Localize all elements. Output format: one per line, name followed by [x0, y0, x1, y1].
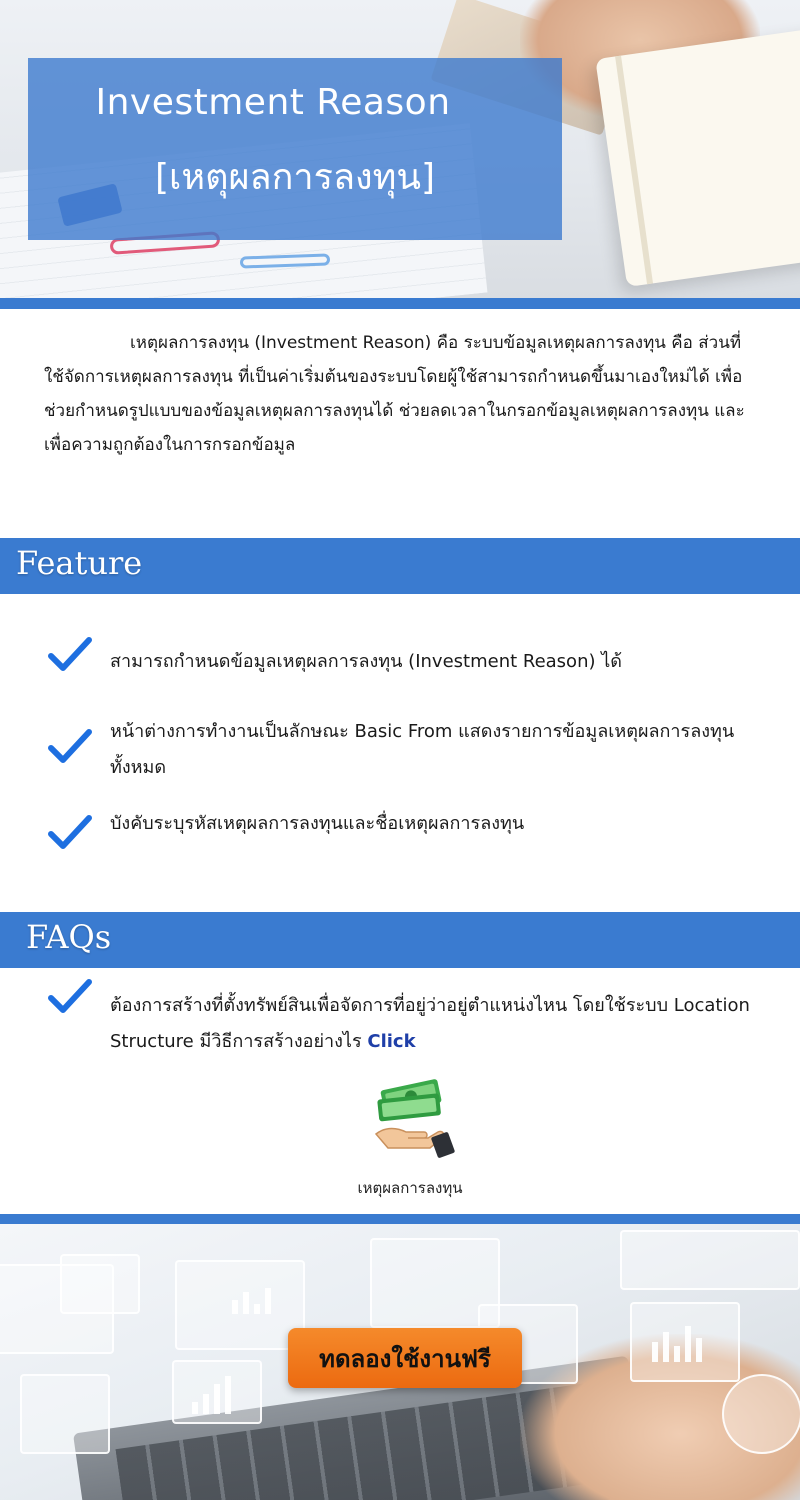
faqs-title: FAQs: [26, 918, 112, 956]
feature-header: [0, 538, 800, 594]
chart-panel-decoration-2: [60, 1254, 140, 1314]
divider-bar: [0, 298, 800, 309]
chart-panel-decoration-7: [620, 1230, 800, 1290]
bar-chart-decoration: [192, 1374, 231, 1414]
divider-bar-bottom: [0, 1214, 800, 1224]
chart-panel-decoration-9: [20, 1374, 110, 1454]
faqs-header: [0, 912, 800, 968]
intro-paragraph: เหตุผลการลงทุน (Investment Reason) คือ ระบบข้อมูลเหตุผลการลงทุน คือ ส่วนที่ใช้จัดการเหตุผลการลงทุน ที่เป็นค่าเริ่มต้นของระบบโดยผู้ใช้สามารถกำหนดขึ้นมาเองใหม่ได้ เพื่อช่วยกำหนดรูปแบบของข้อมูลเหตุผลการลงทุนได้ ช่วยลดเวลาในกรอกข้อมูลเหตุผลการลงทุน และเพื่อความถูกต้องในการกรอกข้อมูล: [44, 333, 745, 455]
money-hand-caption: เหตุผลการลงทุน: [357, 1179, 463, 1197]
feature-item-text: บังคับระบุรหัสเหตุผลการลงทุนและชื่อเหตุผลการลงทุน: [110, 813, 525, 834]
pie-chart-decoration: [722, 1374, 800, 1454]
checkmark-icon: [48, 728, 92, 768]
feature-item-text: หน้าต่างการทำงานเป็นลักษณะ Basic From แสดงรายการข้อมูลเหตุผลการลงทุนทั้งหมด: [110, 721, 735, 778]
faq-question: [110, 988, 770, 1060]
faq-click-link[interactable]: Click: [367, 1031, 416, 1052]
checkmark-icon: [48, 636, 92, 676]
feature-item-text: สามารถกำหนดข้อมูลเหตุผลการลงทุน (Investment Reason) ได้: [110, 651, 622, 672]
page-title-thai: [เหตุผลการลงทุน]: [155, 157, 435, 198]
trial-banner: [0, 1224, 800, 1500]
candlestick-decoration: [232, 1286, 271, 1314]
checkmark-icon: [48, 978, 92, 1018]
hero-banner: [0, 0, 800, 298]
money-hand-icon: [368, 1076, 458, 1166]
hero-notebook-decoration: [595, 23, 800, 287]
free-trial-button[interactable]: ทดลองใช้งานฟรี: [288, 1328, 522, 1388]
page-title: Investment Reason: [95, 82, 451, 123]
money-hand-figure: [340, 1076, 480, 1200]
candlestick-decoration-2: [652, 1322, 702, 1362]
checkmark-icon: [48, 814, 92, 854]
feature-title: Feature: [16, 544, 143, 582]
faq-question-text: ต้องการสร้างที่ตั้งทรัพย์สินเพื่อจัดการที่อยู่ว่าอยู่ตำแหน่งไหน โดยใช้ระบบ Location Structure มีวิธีการสร้างอย่างไร: [110, 995, 750, 1052]
hero-title-box: [28, 58, 562, 240]
